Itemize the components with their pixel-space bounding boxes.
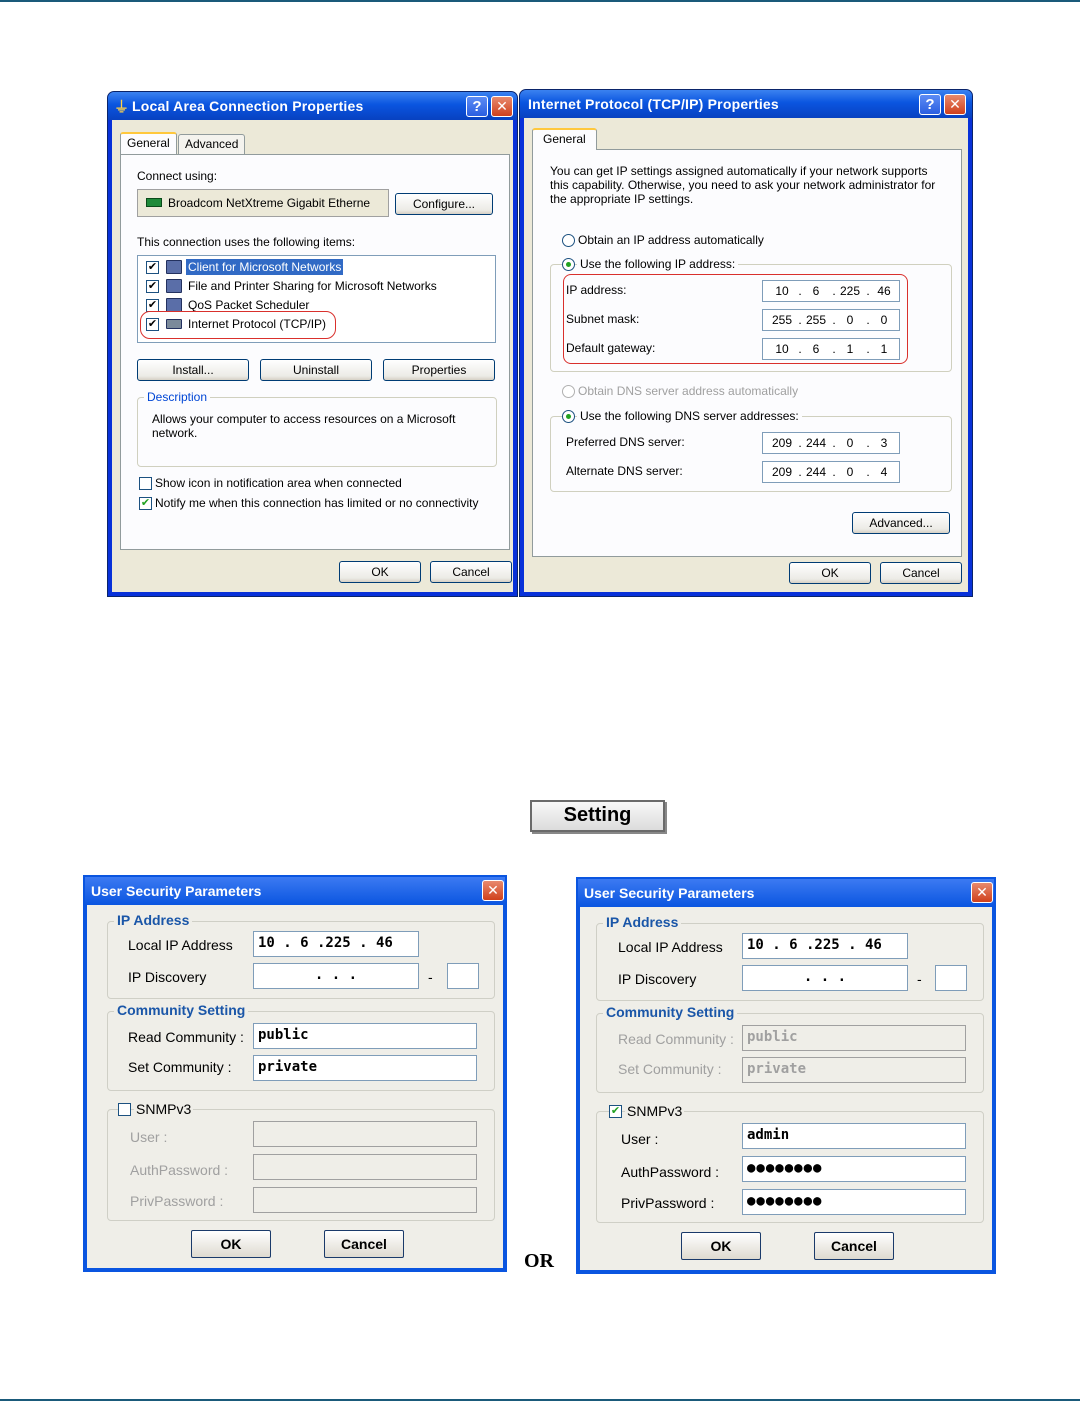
item-checkbox[interactable]: ✔: [147, 280, 158, 292]
usp-left-window: [83, 875, 507, 1272]
item-label: Client for Microsoft Networks: [188, 260, 342, 274]
ip-discovery-label: IP Discovery: [128, 969, 207, 985]
advanced-button[interactable]: Advanced...: [852, 512, 950, 534]
ok-button[interactable]: OK: [191, 1230, 271, 1258]
subnet-mask-label: Subnet mask:: [566, 312, 640, 326]
usp-right-body: [580, 907, 992, 1270]
close-button[interactable]: ✕: [944, 94, 966, 115]
item-checkbox[interactable]: ✔: [147, 299, 158, 311]
configure-button[interactable]: Configure...: [395, 193, 493, 215]
local-ip-field[interactable]: 10 . 6 .225 . 46: [742, 933, 908, 959]
auth-password-field[interactable]: [253, 1154, 477, 1180]
help-button[interactable]: ?: [919, 94, 941, 115]
ip-discovery-field[interactable]: . . .: [742, 965, 908, 991]
item-label: File and Printer Sharing for Microsoft Networks: [188, 279, 437, 293]
usp-right-title: User Security Parameters: [578, 879, 994, 907]
auth-password-label: AuthPassword :: [621, 1164, 720, 1180]
qos-icon: [166, 298, 182, 312]
description-text: Allows your computer to access resources on a Microsoft network.: [152, 412, 456, 440]
description-group: [137, 390, 497, 467]
community-legend: Community Setting: [603, 1004, 737, 1020]
list-item[interactable]: [146, 277, 486, 295]
cancel-button[interactable]: Cancel: [880, 562, 962, 584]
read-community-label: Read Community :: [128, 1029, 244, 1045]
tab-general[interactable]: General: [532, 128, 597, 150]
local-ip-label: Local IP Address: [128, 937, 233, 953]
priv-password-label: PrivPassword :: [621, 1195, 715, 1211]
ip-discovery-range-field[interactable]: [447, 963, 479, 989]
tcpip-highlight-oval: [140, 311, 336, 339]
local-ip-field[interactable]: 10 . 6 .225 . 46: [253, 931, 419, 957]
network-icon: ⏚: [114, 99, 130, 116]
snmpv3-label: SNMPv3: [627, 1103, 683, 1119]
set-community-field[interactable]: private: [742, 1057, 966, 1083]
ok-button[interactable]: OK: [339, 561, 421, 583]
ok-button[interactable]: OK: [789, 562, 871, 584]
set-community-label: Set Community :: [128, 1059, 232, 1075]
read-community-label: Read Community :: [618, 1031, 734, 1047]
ip-address-legend: IP Address: [114, 912, 192, 928]
auth-password-label: AuthPassword :: [130, 1162, 229, 1178]
help-button[interactable]: ?: [466, 96, 488, 117]
snmpv3-checkbox[interactable]: ✔: [610, 1105, 621, 1117]
use-ip-label: Use the following IP address:: [577, 257, 738, 271]
ip-settings-highlight-oval: [563, 274, 908, 364]
alternate-dns-field[interactable]: 209 . 244 . 0 . 4: [762, 461, 900, 483]
item-checkbox[interactable]: ✔: [147, 261, 158, 273]
discovery-separator: -: [917, 971, 922, 987]
local-ip-label: Local IP Address: [618, 939, 723, 955]
tcpip-window: [519, 89, 973, 597]
usp-left-body: [87, 905, 503, 1268]
tcpip-title: Internet Protocol (TCP/IP) Properties: [528, 96, 779, 112]
priv-password-label: PrivPassword :: [130, 1193, 224, 1209]
or-label: OR: [524, 1250, 554, 1272]
obtain-dns-radio[interactable]: [562, 385, 575, 398]
ip-discovery-field[interactable]: . . .: [253, 963, 419, 989]
use-dns-radio[interactable]: [562, 410, 575, 423]
items-label: This connection uses the following items:: [137, 235, 356, 249]
install-button[interactable]: Install...: [137, 359, 249, 381]
ip-discovery-label: IP Discovery: [618, 971, 697, 987]
connect-using-label: Connect using:: [137, 169, 218, 183]
set-community-label: Set Community :: [618, 1061, 722, 1077]
description-legend: Description: [144, 390, 210, 404]
snmpv3-checkbox[interactable]: [118, 1103, 131, 1116]
close-button[interactable]: ✕: [491, 96, 513, 117]
read-community-field[interactable]: public: [253, 1023, 477, 1049]
user-label: User :: [621, 1131, 659, 1147]
obtain-dns-label: Obtain DNS server address automatically: [578, 384, 799, 398]
subnet-mask-field[interactable]: 255 . 255 . 0 . 0: [762, 309, 900, 331]
discovery-separator: -: [428, 969, 433, 985]
printer-sharing-icon: [166, 279, 182, 293]
preferred-dns-field[interactable]: 209 . 244 . 0 . 3: [762, 432, 900, 454]
obtain-ip-label: Obtain an IP address automatically: [578, 233, 764, 247]
close-button[interactable]: ✕: [482, 880, 504, 901]
alternate-dns-label: Alternate DNS server:: [566, 464, 683, 478]
adapter-name: Broadcom NetXtreme Gigabit Etherne: [168, 196, 371, 210]
notify-label: Notify me when this connection has limited or no connectivity: [155, 496, 479, 510]
preferred-dns-label: Preferred DNS server:: [566, 435, 685, 449]
set-community-field[interactable]: private: [253, 1055, 477, 1081]
cancel-button[interactable]: Cancel: [324, 1230, 404, 1258]
priv-password-field[interactable]: [253, 1187, 477, 1213]
show-icon-label: Show icon in notification area when connected: [155, 476, 402, 490]
adapter-field: [137, 189, 389, 217]
tcpip-body: [524, 118, 968, 592]
lac-general-pane: [120, 154, 510, 550]
setting-button[interactable]: Setting: [530, 800, 665, 832]
use-dns-label: Use the following DNS server addresses:: [577, 409, 802, 423]
item-checkbox[interactable]: ✔: [147, 318, 158, 330]
snmpv3-label: SNMPv3: [136, 1101, 192, 1117]
item-label: Internet Protocol (TCP/IP): [188, 317, 327, 331]
user-field[interactable]: [253, 1121, 477, 1147]
gateway-label: Default gateway:: [566, 341, 656, 355]
obtain-ip-radio[interactable]: [562, 234, 575, 247]
priv-password-field[interactable]: ●●●●●●●●: [742, 1189, 966, 1215]
ip-address-label: IP address:: [566, 283, 627, 297]
uninstall-button[interactable]: Uninstall: [260, 359, 372, 381]
show-icon-checkbox[interactable]: [139, 477, 152, 490]
lac-window: [107, 91, 518, 597]
lac-title: Local Area Connection Properties: [132, 98, 364, 114]
client-icon: [166, 260, 182, 274]
lac-body: [112, 120, 513, 592]
cancel-button[interactable]: Cancel: [814, 1232, 894, 1260]
ok-button[interactable]: OK: [681, 1232, 761, 1260]
notify-checkbox[interactable]: ✔: [140, 497, 151, 509]
gateway-field[interactable]: 10 . 6 . 1 . 1: [762, 338, 900, 360]
adapter-icon: [146, 198, 162, 207]
usp-left-title: User Security Parameters: [85, 877, 505, 905]
tab-advanced[interactable]: Advanced: [178, 134, 245, 154]
tab-general[interactable]: General: [120, 132, 177, 154]
tcpip-titlebar: [520, 90, 972, 118]
item-label: QoS Packet Scheduler: [188, 298, 310, 312]
use-ip-radio[interactable]: [562, 258, 575, 271]
tcpip-general-pane: [532, 149, 962, 557]
ip-address-field[interactable]: 10 . 6 . 225 . 46: [762, 280, 900, 302]
user-field[interactable]: admin: [742, 1123, 966, 1149]
community-legend: Community Setting: [114, 1002, 248, 1018]
read-community-field[interactable]: public: [742, 1025, 966, 1051]
list-item[interactable]: [146, 258, 486, 276]
cancel-button[interactable]: Cancel: [430, 561, 512, 583]
bottom-page-rule: [0, 1399, 1080, 1401]
close-button[interactable]: ✕: [971, 882, 993, 903]
lac-titlebar: [108, 92, 517, 120]
top-page-rule: [0, 0, 1080, 2]
user-label: User :: [130, 1129, 168, 1145]
intro-text: You can get IP settings assigned automatically if your network supports this capability. Otherwise, you need to ask your network administrator for the appropriate IP settings.: [550, 164, 936, 206]
auth-password-field[interactable]: ●●●●●●●●: [742, 1156, 966, 1182]
properties-button[interactable]: Properties: [383, 359, 495, 381]
ip-discovery-range-field[interactable]: [935, 965, 967, 991]
ip-address-legend: IP Address: [603, 914, 681, 930]
usp-right-window: [576, 877, 996, 1274]
